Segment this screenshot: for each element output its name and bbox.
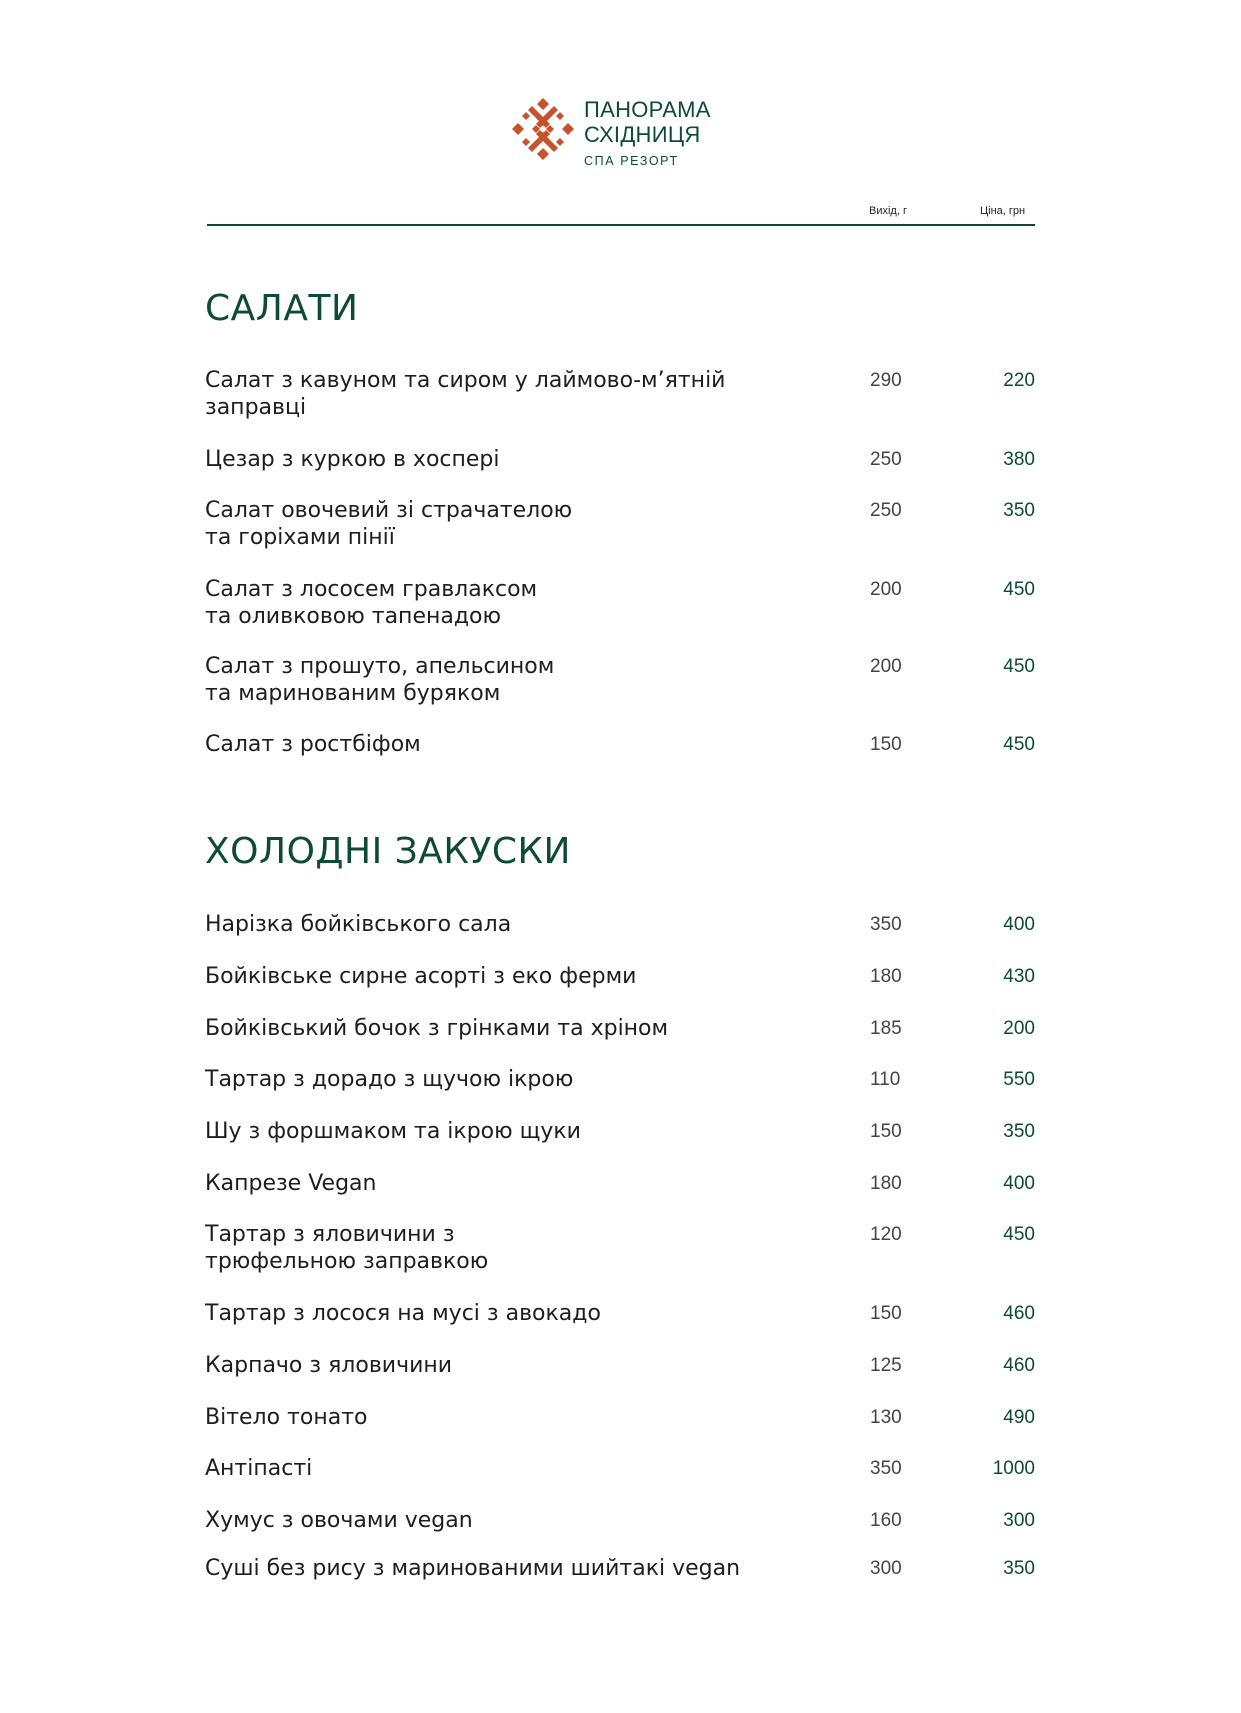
menu-item-name: Тартар з дорадо з щучою ікрою [205, 1067, 574, 1092]
menu-item-name: Бойківське сирне асорті з еко ферми [205, 964, 637, 989]
menu-item-name: Шу з форшмаком та ікрою щуки [205, 1119, 581, 1144]
menu-item-weight: 300 [870, 1558, 902, 1579]
menu-item-price: 460 [1003, 1303, 1035, 1324]
menu-item-price: 450 [1003, 579, 1035, 600]
menu-item-weight: 250 [870, 449, 902, 470]
menu-item-name: Цезар з куркою в хоспері [205, 447, 500, 472]
menu-item-weight: 110 [870, 1069, 901, 1090]
menu-item-name: Карпачо з яловичини [205, 1353, 453, 1378]
header-divider [207, 224, 1035, 226]
menu-item-price: 350 [1003, 1121, 1035, 1142]
menu-item-price: 400 [1003, 1173, 1035, 1194]
column-header-price: Ціна, грн [980, 205, 1026, 217]
menu-item-weight: 200 [870, 656, 902, 677]
menu-item-weight: 350 [870, 914, 902, 935]
menu-item-name: Бойківський бочок з грінками та хріном [205, 1016, 669, 1041]
menu-item-weight: 250 [870, 500, 902, 521]
section-title-salads: САЛАТИ [205, 288, 359, 329]
menu-item-name: Антіпасті [205, 1456, 313, 1481]
menu-item-price: 400 [1003, 914, 1035, 935]
menu-item-name: Суші без рису з маринованими шийтакі vegan [205, 1556, 741, 1581]
menu-item-price: 450 [1003, 734, 1035, 755]
menu-item-weight: 290 [870, 370, 902, 391]
menu-item-name: Нарізка бойківського сала [205, 912, 512, 937]
menu-item-price: 450 [1003, 656, 1035, 677]
menu-item-name: Вітело тонато [205, 1405, 368, 1430]
menu-item-price: 380 [1003, 449, 1035, 470]
menu-item-price: 490 [1003, 1407, 1035, 1428]
section-title-cold-appetizers: ХОЛОДНІ ЗАКУСКИ [205, 831, 571, 872]
menu-item-weight: 130 [870, 1407, 902, 1428]
menu-item-weight: 150 [870, 1303, 902, 1324]
menu-item-price: 350 [1003, 500, 1035, 521]
brand-subtitle: СПА РЕЗОРТ [584, 154, 679, 168]
menu-item-name: Тартар з лосося на мусі з авокадо [205, 1301, 601, 1326]
menu-item-weight: 150 [870, 734, 902, 755]
menu-item-weight: 350 [870, 1458, 902, 1479]
menu-item-weight: 150 [870, 1121, 902, 1142]
menu-item-weight: 160 [870, 1510, 902, 1531]
brand-name-line1: ПАНОРАМА [584, 97, 711, 122]
menu-item-weight: 120 [870, 1224, 902, 1245]
menu-item-weight: 180 [870, 966, 902, 987]
menu-item-name: Салат з прошуто, апельсином та маринованим буряком [205, 654, 555, 706]
menu-item-name: Салат з ростбіфом [205, 732, 421, 757]
menu-item-price: 220 [1003, 370, 1035, 391]
menu-item-price: 300 [1003, 1510, 1035, 1531]
brand-name-line2: СХІДНИЦЯ [584, 122, 701, 147]
menu-item-weight: 180 [870, 1173, 902, 1194]
menu-item-name: Хумус з овочами vegan [205, 1508, 473, 1533]
menu-item-price: 200 [1003, 1018, 1035, 1039]
menu-item-price: 1000 [992, 1458, 1035, 1479]
menu-item-price: 550 [1003, 1069, 1035, 1090]
brand-logo [510, 96, 740, 172]
ornament-diamond-icon [510, 96, 576, 162]
menu-item-name: Капрезе Vegan [205, 1171, 377, 1196]
menu-item-weight: 185 [870, 1018, 902, 1039]
menu-item-name: Салат з лососем гравлаксом та оливковою тапенадою [205, 577, 538, 629]
menu-item-price: 350 [1003, 1558, 1035, 1579]
menu-item-price: 450 [1003, 1224, 1035, 1245]
menu-item-name: Тартар з яловичини з трюфельною заправкою [205, 1222, 489, 1274]
menu-item-weight: 125 [870, 1355, 902, 1376]
menu-item-name: Салат з кавуном та сиром у лаймово-м’ятній заправці [205, 368, 726, 420]
menu-item-price: 460 [1003, 1355, 1035, 1376]
menu-item-weight: 200 [870, 579, 902, 600]
menu-item-price: 430 [1003, 966, 1035, 987]
column-header-weight: Вихід, г [869, 205, 907, 217]
menu-item-name: Салат овочевий зі страчателою та горіхами пінії [205, 498, 573, 550]
